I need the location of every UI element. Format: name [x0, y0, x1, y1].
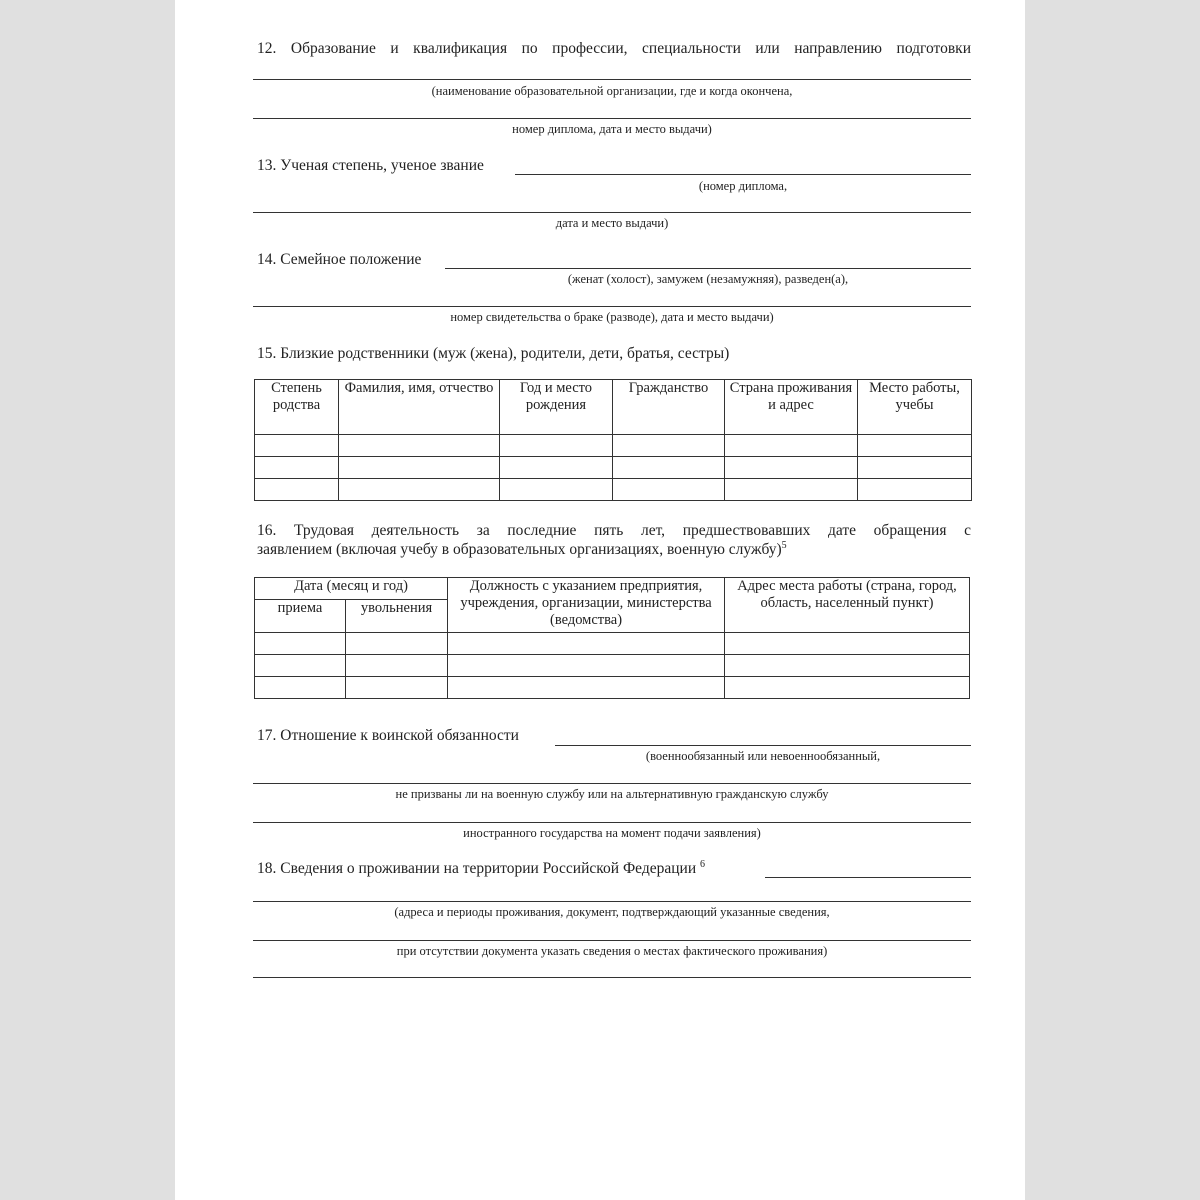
table-cell[interactable] [613, 435, 725, 457]
table-cell[interactable] [255, 435, 339, 457]
section-15-title: 15. Близкие родственники (муж (жена), родители, дети, братья, сестры) [257, 345, 730, 362]
table-cell[interactable] [725, 633, 970, 655]
section-12-note-2: номер диплома, дата и место выдачи) [512, 122, 712, 136]
section-17-note-1: (военнообязанный или невоеннообязанный, [645, 749, 881, 763]
section-18-note-1: (адреса и периоды проживания, документ, подтверждающий указанные сведения, [394, 905, 830, 919]
footnote-mark-6: 6 [700, 858, 706, 870]
section-17-note-3: иностранного государства на момент подачи заявления) [463, 826, 761, 840]
col-work-address: Адрес места работы (страна, город, область, населенный пункт) [725, 578, 970, 633]
section-17-line-1[interactable] [555, 745, 971, 746]
col-position: Должность с указанием предприятия, учреждения, организации, министерства (ведомства) [448, 578, 725, 633]
table-cell[interactable] [255, 655, 346, 677]
section-17-note-2: не призваны ли на военную службу или на альтернативную гражданскую службу [395, 787, 829, 801]
section-18-title-wrap [257, 860, 705, 878]
relatives-table [254, 379, 972, 501]
section-14-title: 14. Семейное положение [257, 251, 422, 268]
section-18-title: 18. Сведения о проживании на территории Российской Федерации [257, 860, 697, 877]
section-14-note-2: номер свидетельства о браке (разводе), дата и место выдачи) [450, 310, 774, 324]
col-workplace: Место работы, учебы [858, 380, 972, 435]
table-cell[interactable] [725, 435, 858, 457]
section-12-title: 12. Образование и квалификация по профессии, специальности или направлению подготовки [257, 40, 971, 57]
table-cell[interactable] [339, 457, 500, 479]
section-13-line-1[interactable] [515, 174, 971, 175]
section-16-title-line-2 [257, 541, 787, 559]
table-cell[interactable] [255, 633, 346, 655]
table-cell[interactable] [339, 479, 500, 501]
col-relation: Степень родства [255, 380, 339, 435]
table-cell[interactable] [725, 655, 970, 677]
col-date: Дата (месяц и год) [255, 578, 448, 600]
section-17-line-3[interactable] [253, 822, 971, 823]
section-12-line-1[interactable] [253, 79, 971, 80]
section-18-line-1[interactable] [765, 877, 971, 878]
section-14-note-1: (женат (холост), замужем (незамужняя), разведен(а), [567, 272, 849, 286]
section-17-title: 17. Отношение к воинской обязанности [257, 727, 519, 744]
table-cell[interactable] [346, 677, 448, 699]
section-12-note-1: (наименование образовательной организации, где и когда окончена, [431, 84, 793, 98]
table-cell[interactable] [725, 479, 858, 501]
table-cell[interactable] [255, 677, 346, 699]
relatives-header-row [255, 380, 972, 435]
table-row [255, 633, 970, 655]
employment-header-row [255, 578, 970, 600]
section-13-line-2[interactable] [253, 212, 971, 213]
table-row [255, 435, 972, 457]
table-cell[interactable] [500, 457, 613, 479]
table-row [255, 479, 972, 501]
col-citizenship: Гражданство [613, 380, 725, 435]
col-dismissal-date: увольнения [346, 600, 448, 633]
table-cell[interactable] [255, 457, 339, 479]
section-12-line-2[interactable] [253, 118, 971, 119]
table-row [255, 457, 972, 479]
section-14-line-2[interactable] [253, 306, 971, 307]
employment-table [254, 577, 970, 699]
form-page [175, 0, 1025, 1200]
table-cell[interactable] [346, 633, 448, 655]
footnote-mark-5: 5 [781, 539, 787, 551]
table-row [255, 655, 970, 677]
section-13-title: 13. Ученая степень, ученое звание [257, 157, 484, 174]
table-cell[interactable] [346, 655, 448, 677]
col-birth: Год и место рождения [500, 380, 613, 435]
table-cell[interactable] [858, 435, 972, 457]
section-18-line-3[interactable] [253, 940, 971, 941]
table-cell[interactable] [339, 435, 500, 457]
table-cell[interactable] [725, 677, 970, 699]
section-14-line-1[interactable] [445, 268, 971, 269]
table-cell[interactable] [448, 655, 725, 677]
table-cell[interactable] [255, 479, 339, 501]
table-cell[interactable] [500, 479, 613, 501]
table-cell[interactable] [858, 457, 972, 479]
section-16-title-line-1: 16. Трудовая деятельность за последние пять лет, предшествовавших дате обращения с [257, 522, 971, 539]
section-16-title-text: заявлением (включая учебу в образовательных организациях, военную службу) [257, 541, 782, 558]
section-13-note-1: (номер диплома, [698, 179, 788, 193]
col-full-name: Фамилия, имя, отчество [339, 380, 500, 435]
col-hire-date: приема [255, 600, 346, 633]
table-cell[interactable] [448, 677, 725, 699]
table-cell[interactable] [858, 479, 972, 501]
section-18-line-4[interactable] [253, 977, 971, 978]
col-residence: Страна проживания и адрес [725, 380, 858, 435]
section-17-line-2[interactable] [253, 783, 971, 784]
table-cell[interactable] [500, 435, 613, 457]
table-cell[interactable] [613, 457, 725, 479]
section-18-line-2[interactable] [253, 901, 971, 902]
table-cell[interactable] [725, 457, 858, 479]
table-cell[interactable] [613, 479, 725, 501]
section-18-note-2: при отсутствии документа указать сведения о местах фактического проживания) [396, 944, 828, 958]
section-13-note-2: дата и место выдачи) [555, 216, 669, 230]
table-row [255, 677, 970, 699]
table-cell[interactable] [448, 633, 725, 655]
